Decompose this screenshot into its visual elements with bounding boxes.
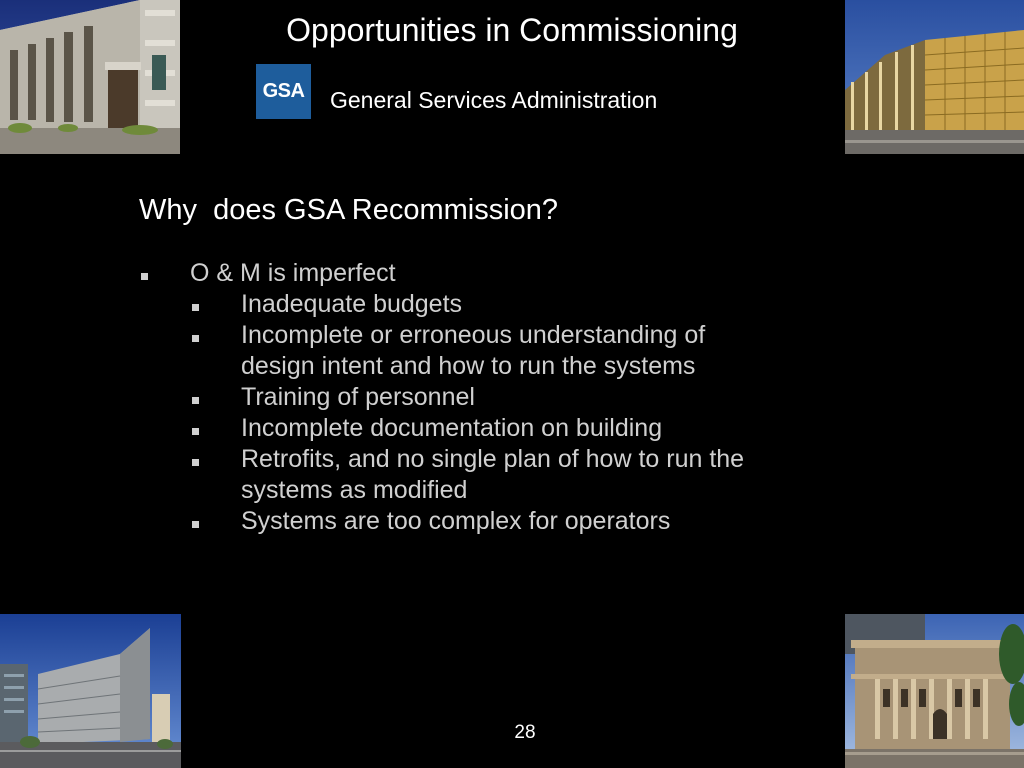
sub-bullet: Retrofits, and no single plan of how to run the — [241, 445, 745, 473]
modern-federal-building-photo — [0, 614, 181, 768]
agency-name: General Services Administration — [330, 87, 658, 113]
bullet-main: O & M is imperfect — [190, 259, 396, 287]
sub-bullet: Incomplete documentation on building — [241, 414, 663, 442]
slide-title: Opportunities in Commissioning — [286, 12, 738, 48]
sub-bullet: Training of personnel — [241, 383, 475, 411]
square-bullet-icon — [192, 459, 199, 466]
section-heading: Why does GSA Recommission? — [139, 194, 559, 226]
sub-bullet: Inadequate budgets — [241, 290, 463, 318]
square-bullet-icon — [141, 273, 148, 280]
sub-bullet: Systems are too complex for operators — [241, 507, 671, 535]
gsa-logo — [256, 64, 311, 119]
sub-bullet-continuation: systems as modified — [241, 476, 468, 504]
square-bullet-icon — [192, 521, 199, 528]
square-bullet-icon — [192, 304, 199, 311]
custom-house-photo — [845, 614, 1024, 768]
square-bullet-icon — [192, 335, 199, 342]
square-bullet-icon — [192, 428, 199, 435]
page-number: 28 — [514, 722, 536, 743]
sub-bullet: Incomplete or erroneous understanding of — [241, 321, 706, 349]
sub-bullet-continuation: design intent and how to run the systems — [241, 352, 696, 380]
federal-building-photo — [845, 0, 1024, 154]
gsa-logo-text: GSA — [262, 80, 305, 102]
square-bullet-icon — [192, 397, 199, 404]
courthouse-photo — [0, 0, 180, 154]
